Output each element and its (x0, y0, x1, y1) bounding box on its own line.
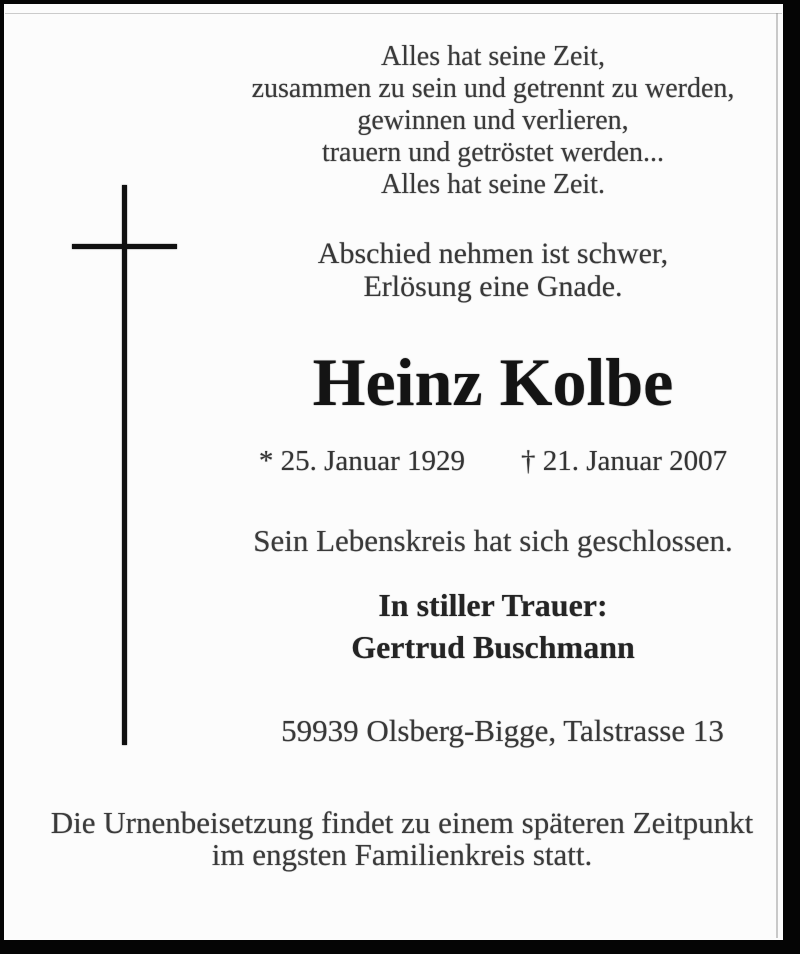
deceased-name: Heinz Kolbe (312, 344, 674, 420)
epigraph-verse (195, 41, 791, 201)
cross-vertical-bar (122, 185, 127, 745)
epigraph-line: Alles hat seine Zeit, (381, 41, 605, 72)
mourning-label: In stiller Trauer: (378, 587, 608, 623)
epigraph-line: trauern und getröstet werden... (321, 137, 665, 168)
scan-edge-top (5, 13, 782, 14)
epigraph-line: Alles hat seine Zeit. (381, 169, 605, 200)
birth-date: * 25. Januar 1929 (258, 445, 465, 477)
cross-horizontal-bar (72, 244, 177, 249)
farewell-verse-line: Abschied nehmen ist schwer, (317, 237, 669, 270)
mourner-name: Gertrud Buschmann (351, 629, 635, 665)
epigraph-line: gewinnen und verlieren, (357, 105, 629, 136)
epigraph-line: zusammen zu sein und getrennt zu werden, (251, 73, 735, 104)
life-dates (195, 445, 791, 477)
farewell-verse (195, 237, 791, 303)
closing-line: Sein Lebenskreis hat sich geschlossen. (253, 523, 733, 558)
funeral-note-line: im engsten Familienkreis statt. (211, 837, 593, 872)
funeral-note-line: Die Urnenbeisetzung findet zu einem späteren Zeitpunkt (50, 805, 754, 840)
farewell-verse-line: Erlösung eine Gnade. (363, 270, 623, 303)
death-date: † 21. Januar 2007 (521, 445, 728, 477)
address-line: 59939 Olsberg-Bigge, Talstrasse 13 (281, 713, 724, 748)
funeral-note (12, 807, 792, 871)
